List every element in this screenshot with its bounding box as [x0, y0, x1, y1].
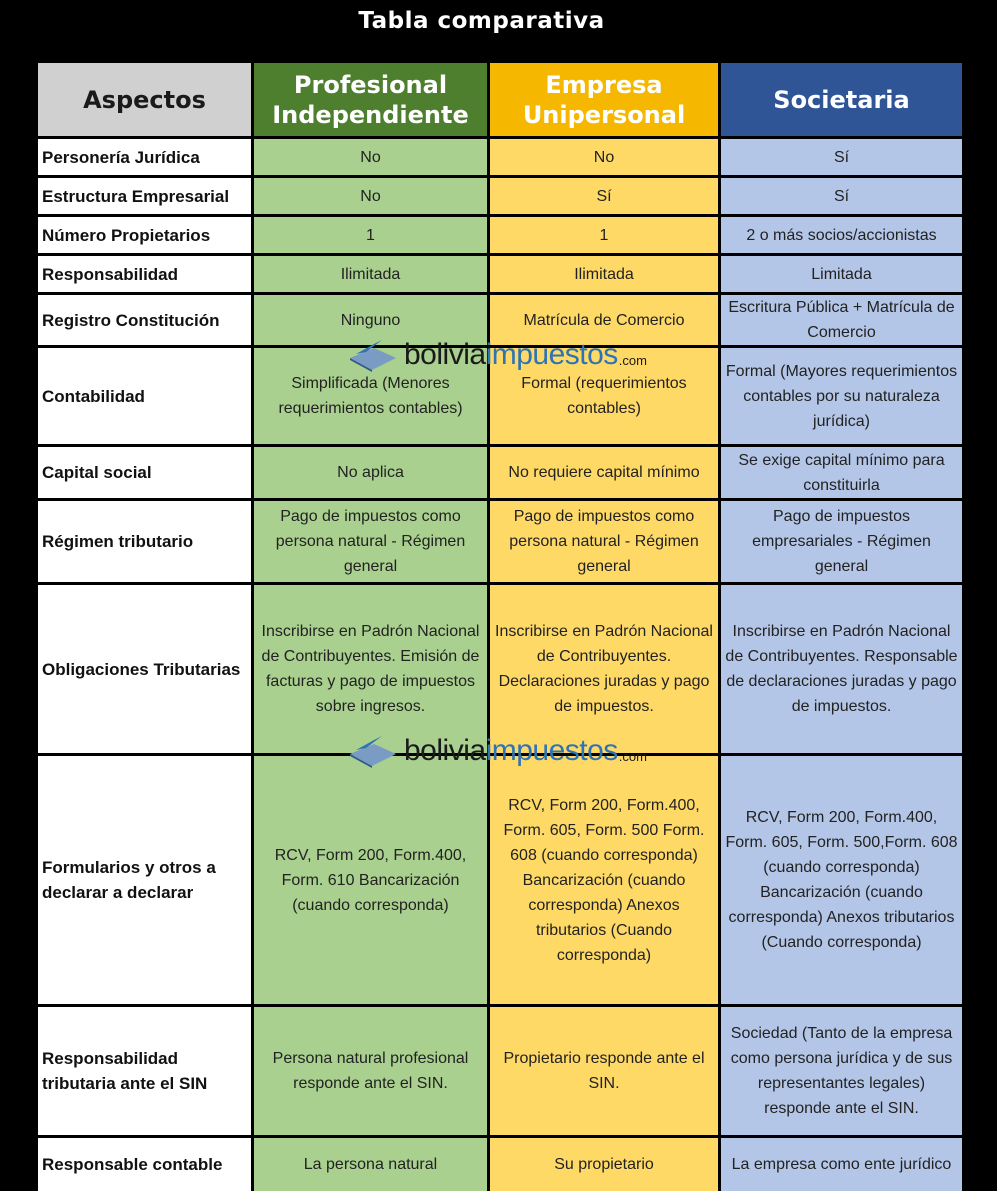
cell-societaria: Escritura Pública + Matrícula de Comercio	[721, 295, 962, 345]
cell-societaria: Sociedad (Tanto de la empresa como persona jurídica y de sus representantes legales) responde ante el SIN.	[721, 1007, 962, 1135]
header-societaria: Societaria	[721, 63, 962, 136]
cell-profesional: No	[254, 178, 487, 214]
cell-empresa: Ilimitada	[490, 256, 718, 292]
page-title: Tabla comparativa	[358, 8, 605, 34]
cell-societaria: Se exige capital mínimo para constituirla	[721, 447, 962, 498]
watermark-text-com: .com	[618, 353, 647, 368]
cell-profesional: Persona natural profesional responde ante el SIN.	[254, 1007, 487, 1135]
cell-profesional: No	[254, 139, 487, 175]
cell-empresa: Pago de impuestos como persona natural - Régimen general	[490, 501, 718, 582]
cell-societaria: Pago de impuestos empresariales - Régimen general	[721, 501, 962, 582]
row-aspect: Responsabilidad tributaria ante el SIN	[38, 1007, 251, 1135]
cell-profesional: No aplica	[254, 447, 487, 498]
cell-societaria: Formal (Mayores requerimientos contables por su naturaleza jurídica)	[721, 348, 962, 444]
cell-societaria: Inscribirse en Padrón Nacional de Contribuyentes. Responsable de declaraciones juradas y pago de impuestos.	[721, 585, 962, 753]
cell-profesional: 1	[254, 217, 487, 253]
comparison-table	[38, 63, 962, 1191]
row-aspect: Personería Jurídica	[38, 139, 251, 175]
cell-empresa: Inscribirse en Padrón Nacional de Contribuyentes. Declaraciones juradas y pago de impuestos.	[490, 585, 718, 753]
cell-empresa: No requiere capital mínimo	[490, 447, 718, 498]
row-aspect: Régimen tributario	[38, 501, 251, 582]
cell-empresa: 1	[490, 217, 718, 253]
cell-societaria: Sí	[721, 139, 962, 175]
header-empresa-unipersonal: Empresa Unipersonal	[490, 63, 718, 136]
cell-societaria: 2 o más socios/accionistas	[721, 217, 962, 253]
cell-societaria: RCV, Form 200, Form.400, Form. 605, Form. 500,Form. 608 (cuando corresponda) Bancarización (cuando corresponda) Anexos tributarios (Cuando corresponda)	[721, 756, 962, 1004]
row-aspect: Obligaciones Tributarias	[38, 585, 251, 753]
cell-empresa: Su propietario	[490, 1138, 718, 1191]
watermark-text-bolivia: bolivia	[404, 734, 486, 767]
cell-profesional: RCV, Form 200, Form.400, Form. 610 Bancarización (cuando corresponda)	[254, 756, 487, 1004]
cell-profesional: Pago de impuestos como persona natural - Régimen general	[254, 501, 487, 582]
cell-empresa: RCV, Form 200, Form.400, Form. 605, Form. 500 Form. 608 (cuando corresponda) Bancarización (cuando corresponda) Anexos tributarios (Cuando corresponda)	[490, 756, 718, 1004]
cell-profesional: Ilimitada	[254, 256, 487, 292]
cell-empresa: Matrícula de Comercio	[490, 295, 718, 345]
cell-empresa: Formal (requerimientos contables)	[490, 348, 718, 444]
header-profesional-independiente: Profesional Independiente	[254, 63, 487, 136]
row-aspect: Contabilidad	[38, 348, 251, 444]
cell-profesional: Simplificada (Menores requerimientos contables)	[254, 348, 487, 444]
watermark-text-impuestos: impuestos	[485, 734, 618, 767]
cell-profesional: La persona natural	[254, 1138, 487, 1191]
row-aspect: Responsabilidad	[38, 256, 251, 292]
watermark-text-impuestos: impuestos	[485, 338, 618, 371]
watermark-text-bolivia: bolivia	[404, 338, 486, 371]
cell-empresa: Propietario responde ante el SIN.	[490, 1007, 718, 1135]
cell-societaria: Sí	[721, 178, 962, 214]
row-aspect: Número Propietarios	[38, 217, 251, 253]
row-aspect: Estructura Empresarial	[38, 178, 251, 214]
cell-profesional: Ninguno	[254, 295, 487, 345]
cell-empresa: Sí	[490, 178, 718, 214]
header-aspectos: Aspectos	[38, 63, 251, 136]
watermark-text-com: .com	[618, 749, 647, 764]
cell-societaria: La empresa como ente jurídico	[721, 1138, 962, 1191]
cell-profesional: Inscribirse en Padrón Nacional de Contribuyentes. Emisión de facturas y pago de impuestos sobre ingresos.	[254, 585, 487, 753]
row-aspect: Responsable contable	[38, 1138, 251, 1191]
row-aspect: Capital social	[38, 447, 251, 498]
row-aspect: Registro Constitución	[38, 295, 251, 345]
cell-empresa: No	[490, 139, 718, 175]
row-aspect: Formularios y otros a declarar a declarar	[38, 756, 251, 1004]
cell-societaria: Limitada	[721, 256, 962, 292]
